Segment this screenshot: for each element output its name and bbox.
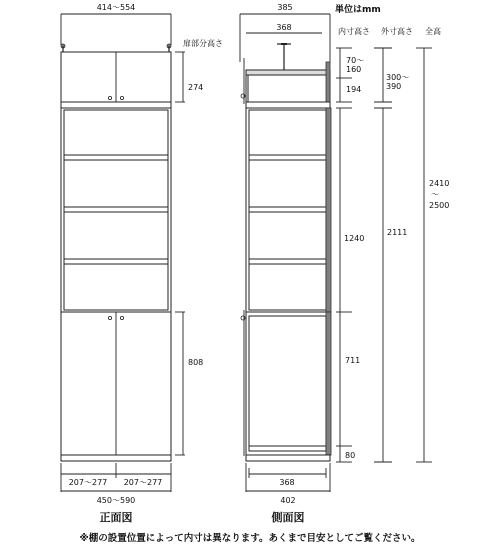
- total-height-3: 2500: [429, 201, 450, 210]
- side-top-depth: 385: [277, 3, 293, 12]
- door-width-right: 207～277: [123, 478, 163, 487]
- door-width-left: 207～277: [68, 478, 108, 487]
- outer-upper: 300～: [386, 73, 410, 82]
- side-view: [240, 3, 331, 524]
- col-total-height: 全高: [425, 27, 441, 36]
- front-top-width: 414～554: [96, 3, 136, 12]
- total-height: 2410: [429, 179, 450, 188]
- door-height-label: 扉部分高さ: [183, 39, 223, 48]
- front-total-width: 450～590: [96, 496, 136, 505]
- height-dimensions: [336, 48, 449, 462]
- col-inner-height: 内寸高さ: [338, 27, 370, 36]
- front-view-caption: 正面図: [99, 511, 133, 524]
- side-inner-depth-top: 368: [276, 23, 292, 32]
- col-outer-height: 外寸高さ: [381, 27, 413, 36]
- footnote: ※棚の設置位置によって内寸は異なります。あくまで目安としてご覧ください。: [79, 533, 421, 544]
- lower-door-height: 808: [188, 358, 204, 367]
- header: [335, 3, 441, 36]
- inner-base: 80: [345, 451, 356, 460]
- total-height-2: ～: [431, 190, 439, 199]
- unit-label: 単位はmm: [335, 5, 381, 15]
- front-view: [61, 3, 223, 524]
- side-inner-depth-bottom: 368: [279, 478, 295, 487]
- outer-main: 2111: [387, 228, 408, 237]
- inner-middle: 1240: [344, 234, 365, 243]
- inner-top-gap-2: 160: [346, 65, 362, 74]
- side-view-caption: 側面図: [271, 511, 305, 524]
- inner-upper: 194: [346, 85, 362, 94]
- inner-lower: 711: [345, 356, 361, 365]
- side-outer-depth-bottom: 402: [280, 496, 296, 505]
- outer-upper-2: 390: [386, 82, 402, 91]
- inner-top-gap: 70～: [346, 56, 365, 65]
- upper-door-height: 274: [188, 83, 204, 92]
